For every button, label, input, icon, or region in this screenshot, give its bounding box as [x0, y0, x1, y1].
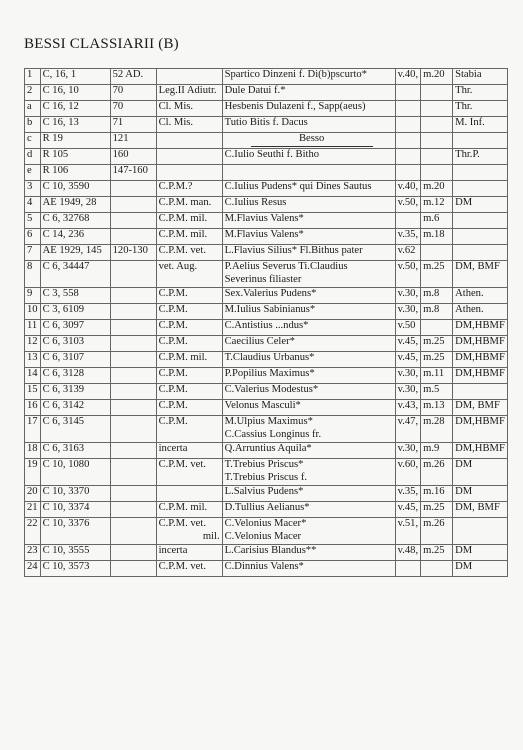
- cell-unit: C.P.M. mil.: [156, 502, 222, 518]
- table-row: [25, 518, 508, 545]
- cell-reference: C 6, 32768: [40, 213, 110, 229]
- cell-service: [421, 85, 453, 101]
- cell-place: [453, 133, 508, 149]
- cell-unit: C.P.M.: [156, 320, 222, 336]
- cell-number: 9: [25, 288, 41, 304]
- cell-unit: C.P.M. vet.: [156, 561, 222, 577]
- cell-number: 19: [25, 459, 41, 486]
- cell-service: m.13: [421, 400, 453, 416]
- cell-age: v.51,: [395, 518, 421, 545]
- cell-name: L.Salvius Pudens*: [222, 486, 395, 502]
- cell-name-line: M.Ulpius Maximus*: [224, 416, 313, 427]
- cell-place: DM: [453, 545, 508, 561]
- cell-reference: C, 16, 1: [40, 69, 110, 85]
- table-row: [25, 165, 508, 181]
- cell-age: v.45,: [395, 352, 421, 368]
- cell-place: DM,HBMF: [453, 336, 508, 352]
- cell-age: v.50,: [395, 261, 421, 288]
- cell-place: Athen.: [453, 304, 508, 320]
- cell-name: Spartico Dinzeni f. Di(b)pscurto*: [222, 69, 395, 85]
- cell-unit: C.P.M.: [156, 416, 222, 443]
- table-row: [25, 459, 508, 486]
- cell-service: m.25: [421, 336, 453, 352]
- cell-name: L.Flavius Silius* Fl.Bithus pater: [222, 245, 395, 261]
- cell-name: Sex.Valerius Pudens*: [222, 288, 395, 304]
- table-row: [25, 85, 508, 101]
- cell-unit: C.P.M. mil.: [156, 352, 222, 368]
- cell-place: [453, 213, 508, 229]
- cell-reference: C 16, 12: [40, 101, 110, 117]
- cell-unit: C.P.M.: [156, 400, 222, 416]
- cell-date: [110, 368, 156, 384]
- cell-place: Athen.: [453, 288, 508, 304]
- cell-reference: C 10, 3376: [40, 518, 110, 545]
- cell-date: [110, 197, 156, 213]
- cell-place: [453, 165, 508, 181]
- cell-unit: C.P.M.: [156, 304, 222, 320]
- cell-service: m.25: [421, 261, 453, 288]
- cell-service: m.8: [421, 304, 453, 320]
- table-row: [25, 288, 508, 304]
- cell-reference: C 6, 3145: [40, 416, 110, 443]
- cell-place: [453, 229, 508, 245]
- cell-age: v.43,: [395, 400, 421, 416]
- cell-place: DM: [453, 459, 508, 486]
- cell-place: [453, 384, 508, 400]
- cell-reference: C 10, 3374: [40, 502, 110, 518]
- table-row: [25, 181, 508, 197]
- cell-reference: C 10, 3555: [40, 545, 110, 561]
- table-row: [25, 197, 508, 213]
- cell-date: [110, 336, 156, 352]
- cell-name: C.Iulius Pudens* qui Dines Sautus: [222, 181, 395, 197]
- cell-place: DM, BMF: [453, 400, 508, 416]
- cell-place: DM,HBMF: [453, 320, 508, 336]
- cell-unit: [156, 149, 222, 165]
- cell-date: [110, 502, 156, 518]
- table-row: [25, 502, 508, 518]
- cell-number: b: [25, 117, 41, 133]
- cell-service: [421, 165, 453, 181]
- cell-name: [222, 165, 395, 181]
- cell-unit: C.P.M.: [156, 336, 222, 352]
- cell-number: 23: [25, 545, 41, 561]
- cell-service: m.20: [421, 181, 453, 197]
- cell-unit: vet. Aug.: [156, 261, 222, 288]
- cell-place: DM: [453, 561, 508, 577]
- table-row: [25, 545, 508, 561]
- cell-date: 70: [110, 85, 156, 101]
- cell-service: [421, 149, 453, 165]
- table-row: [25, 320, 508, 336]
- cell-service: m.20: [421, 69, 453, 85]
- cell-number: c: [25, 133, 41, 149]
- cell-age: v.40,: [395, 181, 421, 197]
- cell-date: [110, 304, 156, 320]
- cell-number: 20: [25, 486, 41, 502]
- cell-place: DM,HBMF: [453, 352, 508, 368]
- cell-place: DM, BMF: [453, 502, 508, 518]
- cell-service: m.6: [421, 213, 453, 229]
- cell-reference: C 6, 3103: [40, 336, 110, 352]
- cell-date: [110, 518, 156, 545]
- cell-date: [110, 443, 156, 459]
- cell-number: 24: [25, 561, 41, 577]
- cell-number: 21: [25, 502, 41, 518]
- cell-service: m.11: [421, 368, 453, 384]
- cell-service: [421, 133, 453, 149]
- cell-number: 22: [25, 518, 41, 545]
- cell-number: 15: [25, 384, 41, 400]
- cell-number: 12: [25, 336, 41, 352]
- cell-unit: [156, 518, 222, 545]
- cell-age: v.40,: [395, 69, 421, 85]
- cell-service: m.12: [421, 197, 453, 213]
- cell-reference: C 3, 6109: [40, 304, 110, 320]
- cell-date: 120-130: [110, 245, 156, 261]
- cell-unit-line: C.P.M. vet.: [158, 518, 206, 529]
- cell-service: m.26: [421, 459, 453, 486]
- cell-reference: C 6, 3163: [40, 443, 110, 459]
- cell-reference: C 3, 558: [40, 288, 110, 304]
- cell-unit: incerta: [156, 443, 222, 459]
- cell-reference: C 6, 3142: [40, 400, 110, 416]
- table-row: [25, 149, 508, 165]
- cell-number: 16: [25, 400, 41, 416]
- classiarii-table: [24, 68, 508, 577]
- cell-number: e: [25, 165, 41, 181]
- cell-age: [395, 149, 421, 165]
- cell-age: [395, 561, 421, 577]
- cell-age: [395, 133, 421, 149]
- cell-age: v.62: [395, 245, 421, 261]
- cell-service: m.26: [421, 518, 453, 545]
- cell-name: Q.Arruntius Aquila*: [222, 443, 395, 459]
- cell-service: m.9: [421, 443, 453, 459]
- cell-age: v.50: [395, 320, 421, 336]
- cell-name: Caecilius Celer*: [222, 336, 395, 352]
- table-row: [25, 261, 508, 288]
- cell-service: m.5: [421, 384, 453, 400]
- cell-name: M.Flavius Valens*: [222, 213, 395, 229]
- cell-name-line: C.Velonius Macer: [224, 530, 302, 542]
- cell-number: 10: [25, 304, 41, 320]
- cell-age: [395, 85, 421, 101]
- table-row: [25, 69, 508, 85]
- cell-name: [222, 518, 395, 545]
- cell-number: 2: [25, 85, 41, 101]
- cell-age: [395, 101, 421, 117]
- table-row: [25, 117, 508, 133]
- cell-number: 14: [25, 368, 41, 384]
- cell-service: [421, 245, 453, 261]
- cell-name: [222, 261, 395, 288]
- cell-reference: C 10, 3370: [40, 486, 110, 502]
- cell-number: 8: [25, 261, 41, 288]
- table-row: [25, 400, 508, 416]
- cell-name: P.Popilius Maximus*: [222, 368, 395, 384]
- cell-name-line: Severinus filiaster: [224, 273, 302, 285]
- cell-name: [222, 459, 395, 486]
- cell-service: m.8: [421, 288, 453, 304]
- cell-name: C.Dinnius Valens*: [222, 561, 395, 577]
- cell-reference: R 106: [40, 165, 110, 181]
- cell-date: [110, 229, 156, 245]
- cell-name-line: T.Trebius Priscus*: [224, 459, 304, 470]
- cell-service: m.25: [421, 545, 453, 561]
- cell-name: L.Carisius Blandus**: [222, 545, 395, 561]
- cell-name: C.Iulius Resus: [222, 197, 395, 213]
- page-title: BESSI CLASSIARII (B): [24, 36, 179, 52]
- table-row: [25, 486, 508, 502]
- cell-unit: C.P.M. man.: [156, 197, 222, 213]
- cell-age: v.48,: [395, 545, 421, 561]
- cell-date: [110, 561, 156, 577]
- table-row: [25, 384, 508, 400]
- cell-name: Velonus Masculi*: [222, 400, 395, 416]
- cell-date: [110, 288, 156, 304]
- cell-place: [453, 245, 508, 261]
- cell-reference: R 19: [40, 133, 110, 149]
- cell-date: [110, 352, 156, 368]
- cell-date: [110, 545, 156, 561]
- cell-reference: C 6, 34447: [40, 261, 110, 288]
- cell-age: v.30,: [395, 288, 421, 304]
- cell-reference: C 10, 3590: [40, 181, 110, 197]
- cell-reference: C 10, 1080: [40, 459, 110, 486]
- cell-number: 4: [25, 197, 41, 213]
- cell-place: Stabia: [453, 69, 508, 85]
- cell-name-line: C.Cassius Longinus fr.: [224, 428, 322, 440]
- cell-date: [110, 416, 156, 443]
- cell-unit: Cl. Mis.: [156, 101, 222, 117]
- cell-number: 6: [25, 229, 41, 245]
- cell-age: [395, 117, 421, 133]
- cell-number: 5: [25, 213, 41, 229]
- cell-name: D.Tullius Aelianus*: [222, 502, 395, 518]
- table-row: [25, 336, 508, 352]
- cell-age: v.45,: [395, 336, 421, 352]
- cell-service: [421, 117, 453, 133]
- table-row: [25, 368, 508, 384]
- cell-unit: C.P.M. mil.: [156, 229, 222, 245]
- cell-place: DM: [453, 197, 508, 213]
- cell-unit: C.P.M.: [156, 384, 222, 400]
- cell-date: 71: [110, 117, 156, 133]
- cell-reference: R 105: [40, 149, 110, 165]
- cell-place: Thr.: [453, 85, 508, 101]
- cell-reference: C 16, 10: [40, 85, 110, 101]
- cell-reference: AE 1949, 28: [40, 197, 110, 213]
- cell-reference: AE 1929, 145: [40, 245, 110, 261]
- cell-age: v.30,: [395, 304, 421, 320]
- cell-unit: C.P.M.: [156, 368, 222, 384]
- name-text: Besso: [251, 133, 373, 147]
- cell-number: 7: [25, 245, 41, 261]
- cell-place: DM, BMF: [453, 261, 508, 288]
- cell-number: 13: [25, 352, 41, 368]
- cell-date: 52 AD.: [110, 69, 156, 85]
- table-row: [25, 443, 508, 459]
- cell-service: m.16: [421, 486, 453, 502]
- cell-number: 11: [25, 320, 41, 336]
- cell-reference: C 14, 236: [40, 229, 110, 245]
- cell-service: [421, 561, 453, 577]
- cell-name: Dule Datui f.*: [222, 85, 395, 101]
- cell-date: 70: [110, 101, 156, 117]
- table-row: [25, 416, 508, 443]
- cell-service: m.25: [421, 502, 453, 518]
- cell-name-line: P.Aelius Severus Ti.Claudius: [224, 261, 348, 272]
- cell-date: [110, 384, 156, 400]
- cell-reference: C 6, 3097: [40, 320, 110, 336]
- cell-name-line: T.Trebius Priscus f.: [224, 471, 307, 483]
- cell-service: m.28: [421, 416, 453, 443]
- cell-name: M.Iulius Sabinianus*: [222, 304, 395, 320]
- cell-age: v.35,: [395, 486, 421, 502]
- cell-service: m.18: [421, 229, 453, 245]
- cell-date: 121: [110, 133, 156, 149]
- cell-place: [453, 518, 508, 545]
- cell-name: C.Valerius Modestus*: [222, 384, 395, 400]
- cell-unit: incerta: [156, 545, 222, 561]
- cell-age: v.47,: [395, 416, 421, 443]
- cell-name: [222, 133, 395, 149]
- cell-reference: C 16, 13: [40, 117, 110, 133]
- cell-place: M. Inf.: [453, 117, 508, 133]
- cell-age: v.35,: [395, 229, 421, 245]
- cell-unit-line: mil.: [202, 530, 220, 542]
- cell-unit: Cl. Mis.: [156, 117, 222, 133]
- cell-reference: C 10, 3573: [40, 561, 110, 577]
- cell-place: DM: [453, 486, 508, 502]
- cell-date: [110, 261, 156, 288]
- cell-date: [110, 213, 156, 229]
- cell-service: [421, 320, 453, 336]
- cell-number: 1: [25, 69, 41, 85]
- cell-name-line: C.Velonius Macer*: [224, 518, 307, 529]
- cell-place: Thr.P.: [453, 149, 508, 165]
- cell-place: [453, 181, 508, 197]
- cell-number: a: [25, 101, 41, 117]
- cell-number: 18: [25, 443, 41, 459]
- table-row: [25, 245, 508, 261]
- table-row: [25, 101, 508, 117]
- cell-number: 3: [25, 181, 41, 197]
- cell-age: [395, 213, 421, 229]
- cell-date: [110, 320, 156, 336]
- cell-place: DM,HBMF: [453, 443, 508, 459]
- cell-age: v.30,: [395, 384, 421, 400]
- table-row: [25, 304, 508, 320]
- cell-unit: C.P.M.: [156, 288, 222, 304]
- cell-reference: C 6, 3139: [40, 384, 110, 400]
- cell-unit: C.P.M. vet.: [156, 245, 222, 261]
- cell-unit: [156, 165, 222, 181]
- cell-unit: [156, 69, 222, 85]
- cell-place: Thr.: [453, 101, 508, 117]
- cell-date: [110, 400, 156, 416]
- cell-unit: Leg.II Adiutr.: [156, 85, 222, 101]
- table-row: [25, 561, 508, 577]
- table-row: [25, 133, 508, 149]
- cell-age: v.60,: [395, 459, 421, 486]
- cell-name: C.Iulio Seuthi f. Bitho: [222, 149, 395, 165]
- cell-age: [395, 165, 421, 181]
- cell-unit: C.P.M.?: [156, 181, 222, 197]
- table-row: [25, 213, 508, 229]
- cell-date: [110, 181, 156, 197]
- cell-name: M.Flavius Valens*: [222, 229, 395, 245]
- table-row: [25, 352, 508, 368]
- cell-service: [421, 101, 453, 117]
- cell-age: v.50,: [395, 197, 421, 213]
- cell-name: Hesbenis Dulazeni f., Sapp(aeus): [222, 101, 395, 117]
- cell-unit: [156, 486, 222, 502]
- cell-service: m.25: [421, 352, 453, 368]
- cell-reference: C 6, 3107: [40, 352, 110, 368]
- cell-unit: C.P.M. mil.: [156, 213, 222, 229]
- cell-date: 160: [110, 149, 156, 165]
- cell-date: [110, 459, 156, 486]
- cell-age: v.30,: [395, 368, 421, 384]
- table-row: [25, 229, 508, 245]
- cell-age: v.30,: [395, 443, 421, 459]
- cell-place: DM,HBMF: [453, 416, 508, 443]
- cell-age: v.45,: [395, 502, 421, 518]
- cell-name: C.Antistius ...ndus*: [222, 320, 395, 336]
- cell-name: Tutio Bitis f. Dacus: [222, 117, 395, 133]
- cell-date: 147-160: [110, 165, 156, 181]
- cell-place: DM,HBMF: [453, 368, 508, 384]
- cell-number: 17: [25, 416, 41, 443]
- cell-reference: C 6, 3128: [40, 368, 110, 384]
- cell-name: T.Claudius Urbanus*: [222, 352, 395, 368]
- cell-unit: C.P.M. vet.: [156, 459, 222, 486]
- cell-unit: [156, 133, 222, 149]
- cell-number: d: [25, 149, 41, 165]
- cell-name: [222, 416, 395, 443]
- cell-date: [110, 486, 156, 502]
